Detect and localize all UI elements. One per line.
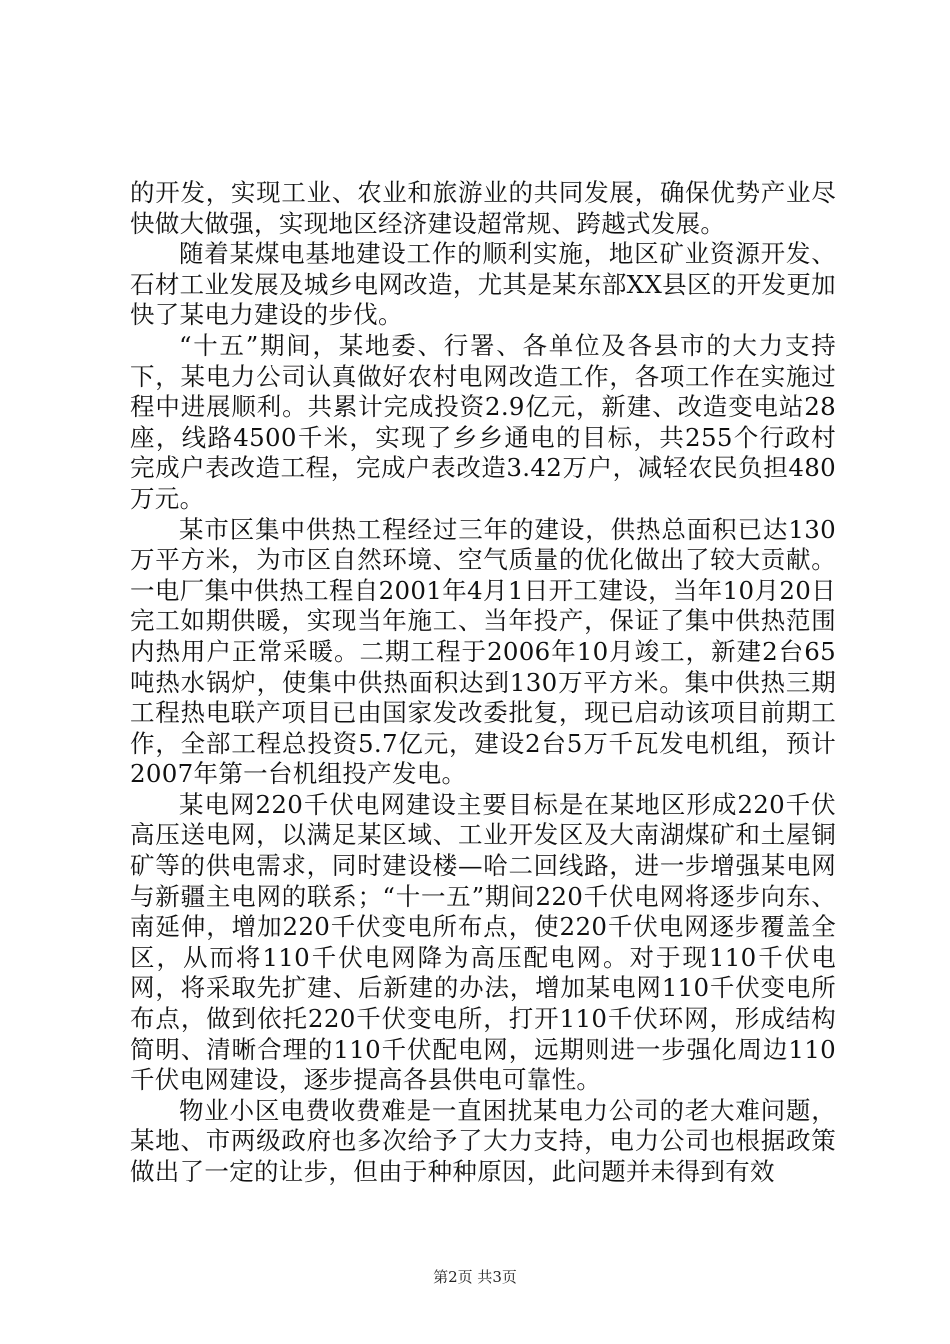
document-body xyxy=(130,178,836,1188)
paragraph-continuation: 的开发，实现工业、农业和旅游业的共同发展，确保优势产业尽快做大做强，实现地区经济建设超常规、跨越式发展。 xyxy=(130,178,836,238)
paragraph-220kv-grid: 某电网220千伏电网建设主要目标是在某地区形成220千伏高压送电网，以满足某区域、工业开发区及大南湖煤矿和土屋铜矿等的供电需求，同时建设楼—哈二回线路，进一步增强某电网与新疆主电网的联系；“十一五”期间220千伏电网将逐步向东、南延伸，增加220千伏变电所布点，使220千伏电网逐步覆盖全区，从而将110千伏电网降为高压配电网。对于现110千伏电网，将采取先扩建、后新建的办法，增加某电网110千伏变电所布点，做到依托220千伏变电所，打开110千伏环网，形成结构简明、清晰合理的110千伏配电网，远期则进一步强化周边110千伏电网建设，逐步提高各县供电可靠性。 xyxy=(130,789,836,1095)
paragraph-fee-collection: 物业小区电费收费难是一直困扰某电力公司的老大难问题，某地、市两级政府也多次给予了大力支持，电力公司也根据政策做出了一定的让步，但由于种种原因，此问题并未得到有效 xyxy=(130,1095,836,1186)
paragraph-central-heating: 某市区集中供热工程经过三年的建设，供热总面积已达130万平方米，为市区自然环境、空气质量的优化做出了较大贡献。一电厂集中供热工程自2001年4月1日开工建设，当年10月20日完工如期供暖，实现当年施工、当年投产，保证了集中供热范围内热用户正常采暖。二期工程于2006年10月竣工，新建2台65吨热水锅炉，使集中供热面积达到130万平方米。集中供热三期工程热电联产项目已由国家发改委批复，现已启动该项目前期工作，全部工程总投资5.7亿元，建设2台5万千瓦发电机组，预计2007年第一台机组投产发电。 xyxy=(130,514,836,789)
paragraph-coal-power-base: 随着某煤电基地建设工作的顺利实施，地区矿业资源开发、石材工业发展及城乡电网改造，尤其是某东部XX县区的开发更加快了某电力建设的步伐。 xyxy=(130,239,836,330)
page-number-footer: 第2页 共3页 xyxy=(433,1268,517,1286)
paragraph-rural-grid-reform: “十五”期间，某地委、行署、各单位及各县市的大力支持下，某电力公司认真做好农村电网改造工作，各项工作在实施过程中进展顺利。共累计完成投资2.9亿元，新建、改造变电站28座，线路4500千米，实现了乡乡通电的目标，共255个行政村完成户表改造工程，完成户表改造3.42万户，减轻农民负担480万元。 xyxy=(130,330,836,513)
